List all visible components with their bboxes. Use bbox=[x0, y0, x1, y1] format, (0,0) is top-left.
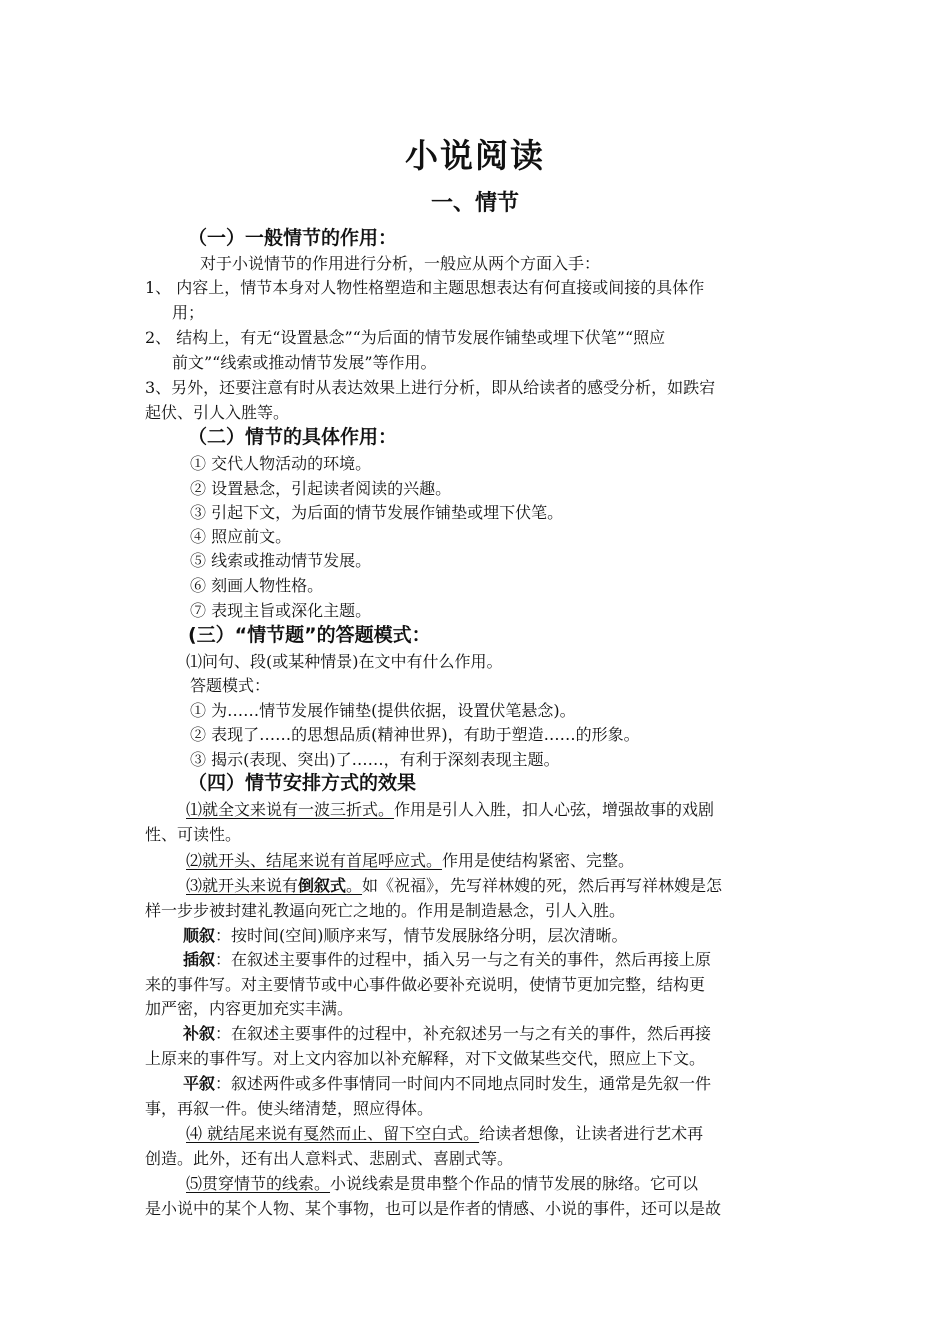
list-item: ③ 引起下文，为后面的情节发展作铺垫或埋下伏笔。 bbox=[190, 503, 564, 522]
section-heading: 一、情节 bbox=[430, 191, 519, 216]
narration-sequential bbox=[183, 923, 848, 948]
effect-1-cont: 性、可读性。 bbox=[145, 825, 242, 844]
subheading-1: （一）一般情节的作用： bbox=[188, 227, 398, 249]
narration-parallel bbox=[183, 1071, 848, 1096]
effect-1 bbox=[186, 797, 851, 822]
narration-text: ：按时间(空间)顺序来写，情节发展脉络分明，层次清晰。 bbox=[215, 926, 628, 945]
effect-3-punct: 。 bbox=[346, 876, 363, 895]
subheading-3: (三）“情节题”的答题模式： bbox=[188, 624, 431, 646]
effect-1-label: ⑴就全文来说有一波三折式。 bbox=[186, 800, 395, 819]
effect-4-text: 给读者想像，让读者进行艺术再 bbox=[479, 1124, 704, 1143]
question-text: ⑴问句、段(或某种情景)在文中有什么作用。 bbox=[186, 652, 503, 671]
point-1: 1、 内容上，情节本身对人物性格塑造和主题思想表达有何直接或间接的具体作 bbox=[145, 278, 705, 297]
narration-interpolated-cont: 来的事件写。对主要情节或中心事件做必要补充说明，使情节更加完整，结构更 bbox=[145, 975, 706, 994]
intro-text: 对于小说情节的作用进行分析，一般应从两个方面入手： bbox=[200, 254, 601, 273]
point-3-cont: 起伏、引人入胜等。 bbox=[145, 403, 290, 422]
narration-text: ：叙述两件或多件事情同一时间内不同地点同时发生，通常是先叙一件 bbox=[215, 1074, 712, 1093]
point-2-cont: 前文”“线索或推动情节发展”等作用。 bbox=[172, 353, 437, 372]
answer-item: ① 为……情节发展作铺垫(提供依据，设置伏笔悬念)。 bbox=[190, 701, 576, 720]
narration-interpolated bbox=[183, 947, 848, 972]
narration-term: 插叙 bbox=[183, 950, 216, 969]
list-item: ① 交代人物活动的环境。 bbox=[190, 454, 372, 473]
answer-item: ② 表现了……的思想品质(精神世界)，有助于塑造……的形象。 bbox=[190, 725, 640, 744]
list-item: ⑦ 表现主旨或深化主题。 bbox=[190, 601, 372, 620]
narration-text: ：在叙述主要事件的过程中，补充叙述另一与之有关的事件，然后再接 bbox=[215, 1024, 712, 1043]
effect-3-text: 如《祝福》，先写祥林嫂的死，然后再写祥林嫂是怎 bbox=[362, 876, 723, 895]
narration-term: 平叙 bbox=[183, 1074, 216, 1093]
effect-5 bbox=[186, 1171, 851, 1196]
effect-3-cont: 样一步步被封建礼教逼向死亡之地的。作用是制造悬念，引人入胜。 bbox=[145, 901, 626, 920]
effect-2-label: ⑵就开头、结尾来说有首尾呼应式。 bbox=[186, 851, 443, 870]
effect-4-cont: 创造。此外，还有出人意料式、悲剧式、喜剧式等。 bbox=[145, 1149, 514, 1168]
effect-4 bbox=[186, 1121, 851, 1146]
effect-2-text: 作用是使结构紧密、完整。 bbox=[442, 851, 635, 870]
effect-3-term: 倒叙式 bbox=[298, 876, 347, 895]
narration-text: ：在叙述主要事件的过程中，插入另一与之有关的事件，然后再接上原 bbox=[215, 950, 712, 969]
effect-5-text: 小说线索是贯串整个作品的情节发展的脉络。它可以 bbox=[330, 1174, 699, 1193]
narration-term: 补叙 bbox=[183, 1024, 216, 1043]
list-item: ⑥ 刻画人物性格。 bbox=[190, 576, 324, 595]
list-item: ④ 照应前文。 bbox=[190, 527, 292, 546]
answer-mode-label: 答题模式： bbox=[190, 676, 271, 695]
answer-item: ③ 揭示(表现、突出)了……，有利于深刻表现主题。 bbox=[190, 750, 560, 769]
narration-supplementary-cont: 上原来的事件写。对上文内容加以补充解释，对下文做某些交代，照应上下文。 bbox=[145, 1049, 706, 1068]
list-item: ② 设置悬念，引起读者阅读的兴趣。 bbox=[190, 479, 452, 498]
narration-supplementary bbox=[183, 1021, 848, 1046]
point-2: 2、 结构上，有无“设置悬念”“为后面的情节发展作铺垫或埋下伏笔”“照应 bbox=[145, 328, 666, 347]
narration-parallel-cont: 事，再叙一件。使头绪清楚，照应得体。 bbox=[145, 1099, 434, 1118]
effect-4-label: ⑷ 就结尾来说有戛然而止、留下空白式。 bbox=[186, 1124, 480, 1143]
narration-interpolated-cont: 加严密，内容更加充实丰满。 bbox=[145, 999, 354, 1018]
point-1-cont: 用； bbox=[172, 303, 205, 322]
narration-term: 顺叙 bbox=[183, 926, 216, 945]
effect-3-label: ⑶就开头来说有 bbox=[186, 876, 299, 895]
subheading-2: （二）情节的具体作用： bbox=[188, 426, 398, 448]
subheading-4: （四）情节安排方式的效果 bbox=[188, 772, 417, 794]
effect-5-label: ⑸贯穿情节的线索。 bbox=[186, 1174, 331, 1193]
effect-1-text: 作用是引人入胜，扣人心弦，增强故事的戏剧 bbox=[394, 800, 715, 819]
effect-2 bbox=[186, 848, 851, 873]
point-3: 3、另外，还要注意有时从表达效果上进行分析，即从给读者的感受分析，如跌宕 bbox=[145, 378, 716, 397]
effect-5-cont: 是小说中的某个人物、某个事物，也可以是作者的情感、小说的事件，还可以是故 bbox=[145, 1199, 722, 1218]
page-title: 小说阅读 bbox=[405, 136, 545, 175]
effect-3 bbox=[186, 873, 851, 898]
list-item: ⑤ 线索或推动情节发展。 bbox=[190, 551, 372, 570]
